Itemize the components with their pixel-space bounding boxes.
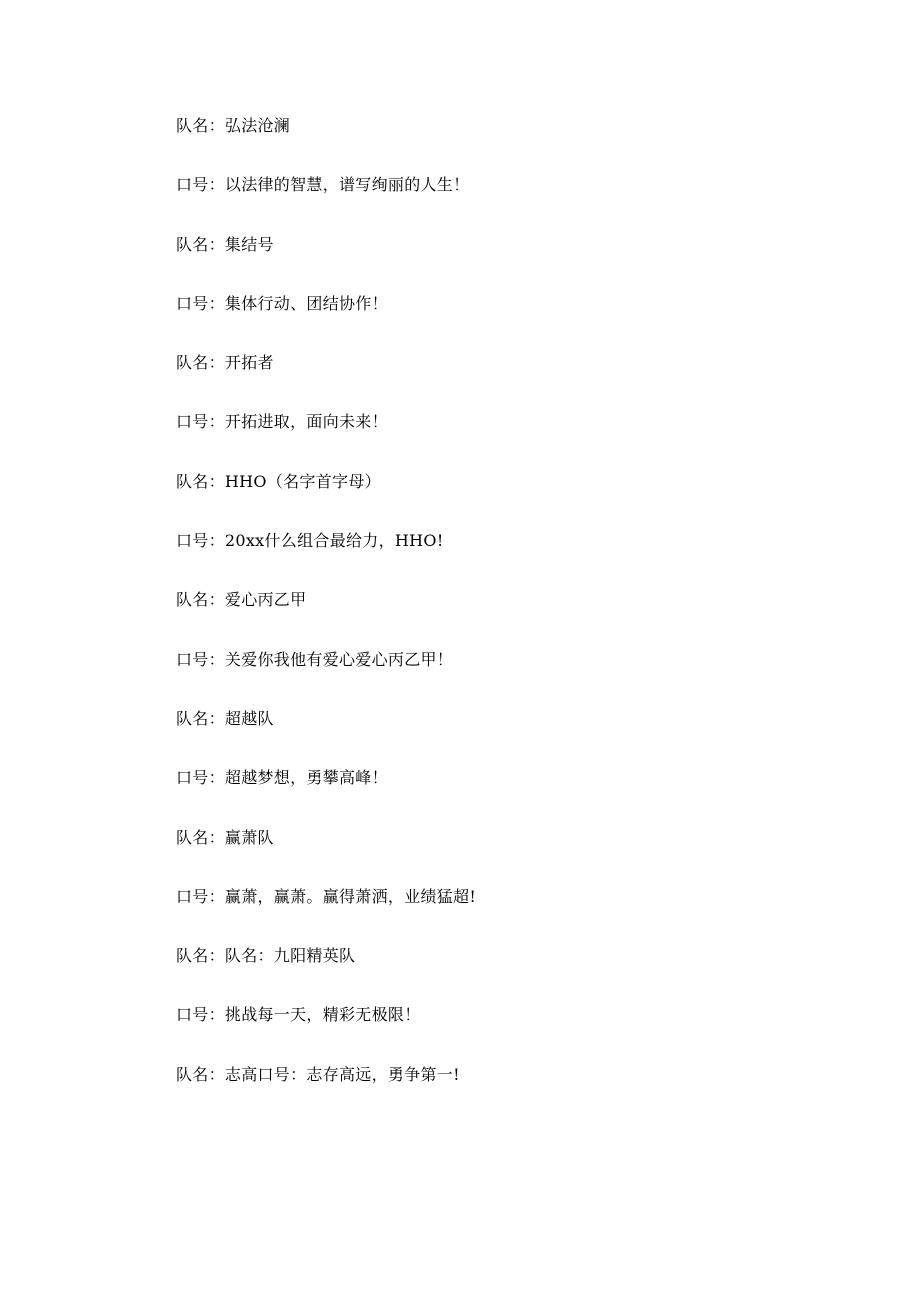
team-name-line: 队名：志高口号：志存高远，勇争第一! — [176, 1064, 460, 1084]
slogan-line: 口号：关爱你我他有爱心爱心丙乙甲！ — [176, 649, 454, 669]
team-name-line: 队名：开拓者 — [176, 353, 274, 373]
team-name-line: 队名：弘法沧澜 — [176, 116, 291, 135]
slogan-line: 口号：赢萧，赢萧。赢得萧洒，业绩猛超! — [176, 886, 477, 906]
team-name-line: 队名：爱心丙乙甲 — [176, 590, 307, 610]
slogan-line: 口号：集体行动、团结协作！ — [176, 293, 388, 313]
slogan-line: 口号：挑战每一天，精彩无极限！ — [176, 1005, 421, 1025]
team-name-line: 队名：赢萧队 — [176, 827, 274, 847]
team-list — [176, 112, 856, 1120]
team-name-line: 队名：超越队 — [176, 708, 274, 728]
slogan-line: 口号：开拓进取，面向未来！ — [176, 412, 388, 432]
slogan-line: 口号：20xx什么组合最给力，HHO! — [176, 531, 444, 551]
slogan-line: 口号：以法律的智慧，谱写绚丽的人生！ — [176, 175, 470, 195]
team-name-line: 队名：集结号 — [176, 234, 274, 254]
slogan-line: 口号：超越梦想，勇攀高峰！ — [176, 768, 388, 788]
team-name-line: 队名：HHO（名字首字母） — [176, 471, 381, 491]
team-name-line: 队名：队名：九阳精英队 — [176, 946, 356, 966]
